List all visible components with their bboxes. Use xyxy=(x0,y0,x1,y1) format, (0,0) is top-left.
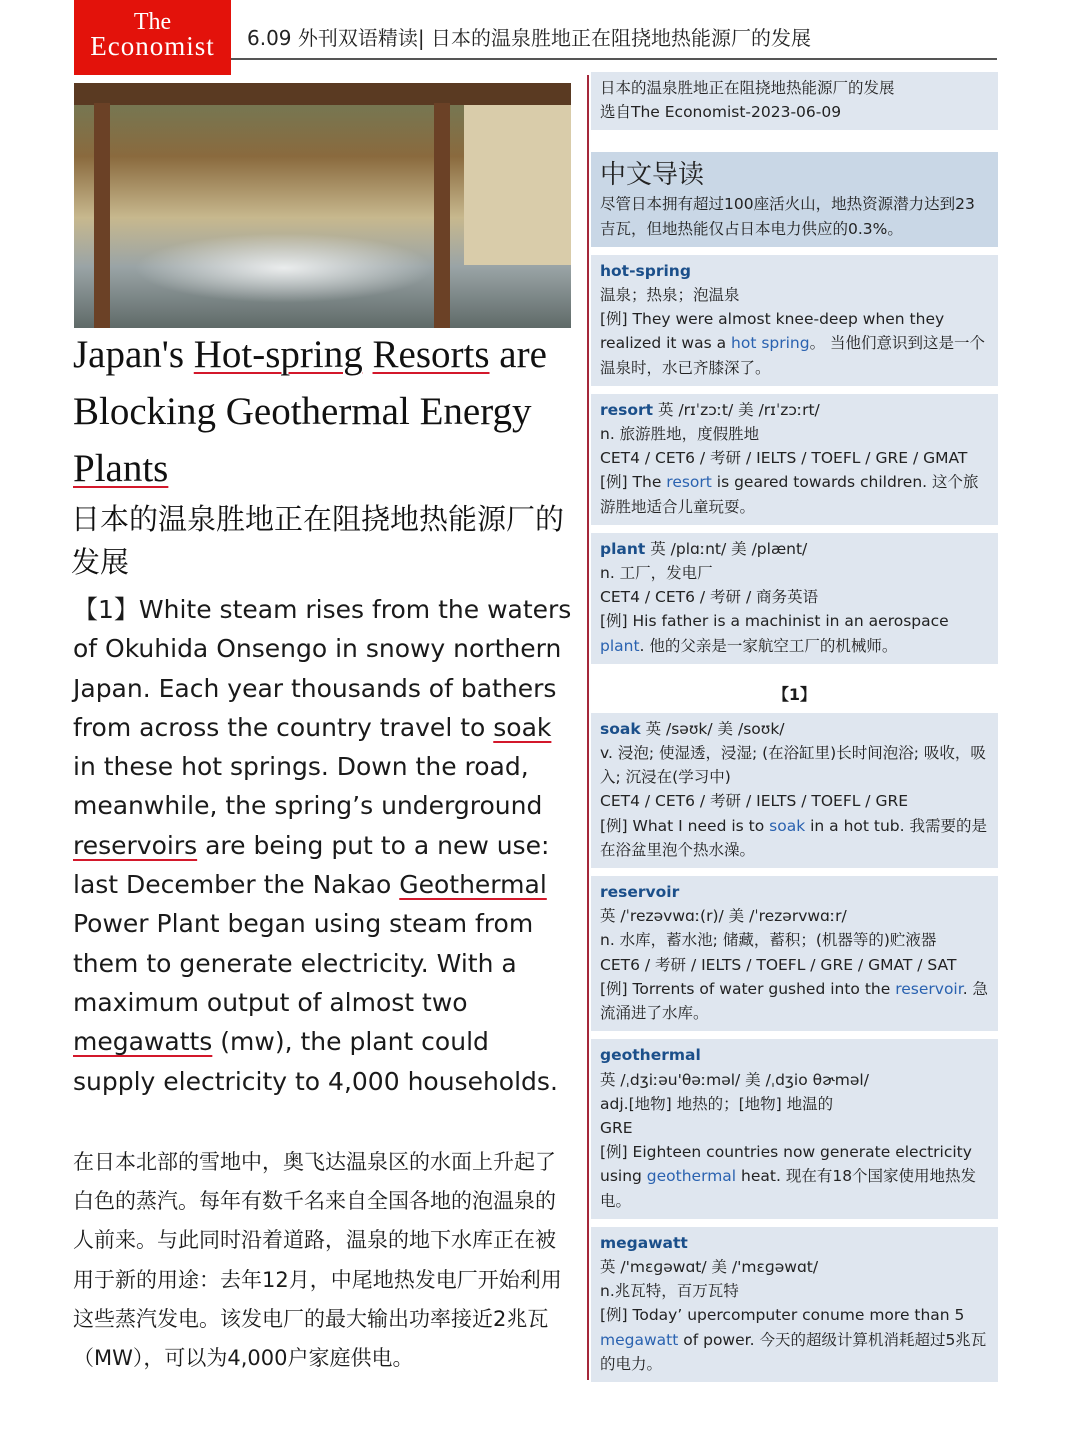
logo-line2: Economist xyxy=(90,31,215,61)
vocab-line: CET4 / CET6 / 考研 / 商务英语 xyxy=(600,588,819,607)
guide-box xyxy=(591,152,998,246)
vocab-card-geothermal xyxy=(591,1039,998,1218)
example-keyword: resort xyxy=(666,473,712,492)
vocab-word: resort xyxy=(600,400,654,419)
vocab-example xyxy=(600,470,989,518)
title-seg xyxy=(363,333,373,376)
vocab-card-soak xyxy=(591,713,998,868)
vocab-headline xyxy=(600,1043,989,1067)
vocab-card-hot-spring xyxy=(591,255,998,386)
example-text: [例] What I need is to xyxy=(600,816,770,835)
article-title-en xyxy=(73,326,573,497)
vocab-example xyxy=(600,814,989,862)
vocab-word: megawatt xyxy=(600,1233,688,1252)
body-keyword: reservoirs xyxy=(73,830,198,860)
vocab-line: 英 /ˈrezəvwɑː(r)/ 美 /ˈrezərvwɑːr/ xyxy=(600,907,847,926)
vocab-card-megawatt xyxy=(591,1227,998,1382)
example-text: [例] His father is a machinist in an aerospace xyxy=(600,612,949,631)
title-seg: are Blocking Geothermal Energy xyxy=(73,333,547,433)
example-text: is geared towards children. 这个旅游胜地适合儿童玩耍。 xyxy=(600,473,979,516)
title-keyword: Plants xyxy=(73,447,169,490)
guide-title: 中文导读 xyxy=(600,160,705,191)
column-divider xyxy=(587,75,589,1380)
example-text: [例] They were almost knee-deep when they realized it was a xyxy=(600,310,945,353)
body-seg: Power Plant began using steam from them to generate electricity. With a maximum output of almost two xyxy=(73,909,534,1017)
vocab-line: 英 /ˌdʒiːəu'θəːməl/ 美 /ˌdʒio θɚməl/ xyxy=(600,1070,869,1089)
vocab-line: CET6 / 考研 / IELTS / TOEFL / GRE / GMAT / SAT xyxy=(600,955,957,974)
vocab-card-resort xyxy=(591,394,998,525)
vocab-phonetic: 英 /plɑːnt/ 美 /plænt/ xyxy=(645,539,808,558)
vocab-headline xyxy=(600,537,989,561)
source-title: 日本的温泉胜地正在阻挠地热能源厂的发展 xyxy=(600,79,895,97)
vocab-line: adj.[地物] 地热的；[地物] 地温的 xyxy=(600,1094,834,1113)
vocab-headline xyxy=(600,1231,989,1255)
vocab-word: geothermal xyxy=(600,1046,701,1065)
vocab-word: plant xyxy=(600,539,646,558)
page-title: 6.09 外刊双语精读| 日本的温泉胜地正在阻挠地热能源厂的发展 xyxy=(247,26,811,50)
example-keyword: megawatt xyxy=(600,1330,679,1349)
vocab-line: CET4 / CET6 / 考研 / IELTS / TOEFL / GRE / GMAT xyxy=(600,449,968,468)
article-body-zh: 在日本北部的雪地中，奥飞达温泉区的水面上升起了白色的蒸汽。每年有数千名来自全国各地的泡温泉的人前来。与此同时沿着道路，温泉的地下水库正在被用于新的用途：去年12月，中尾地热发电厂开始利用这些蒸汽发电。该发电厂的最大输出功率接近2兆瓦（MW），可以为4,000户家庭供电。 xyxy=(73,1150,562,1371)
economist-logo xyxy=(74,0,231,75)
example-text: . 他的父亲是一家航空工厂的机械师。 xyxy=(639,636,898,655)
example-text: . 急流涌进了水库。 xyxy=(600,979,989,1023)
logo-line1: The xyxy=(133,9,172,35)
vocab-word: hot-spring xyxy=(600,261,691,280)
example-keyword: soak xyxy=(769,816,806,835)
vocab-word: soak xyxy=(600,719,641,738)
title-keyword: Resorts xyxy=(372,333,490,376)
vocab-line: n. 水库，蓄水池; 储藏，蓄积；(机器等的)贮液器 xyxy=(600,931,937,950)
body-seg: (mw), the plant could supply electricity to 4,000 households. xyxy=(73,1027,558,1096)
vocab-line: n.兆瓦特，百万瓦特 xyxy=(600,1282,739,1301)
vocab-card-plant xyxy=(591,533,998,664)
vocab-example xyxy=(600,1303,989,1376)
guide-text: 尽管日本拥有超过100座活火山，地热资源潜力达到23吉瓦，但地热能仅占日本电力供应的0.3%。 xyxy=(600,195,975,238)
vocab-line: v. 浸泡; 使湿透，浸湿; (在浴缸里)长时间泡浴; 吸收，吸入; 沉浸在(学习中) xyxy=(600,744,986,787)
example-text: 。 当他们意识到这是一个温泉时，水已齐膝深了。 xyxy=(600,334,986,377)
vocab-line: GRE xyxy=(600,1118,633,1137)
title-keyword: Hot-spring xyxy=(193,333,363,376)
vocab-sidebar xyxy=(591,72,998,1390)
example-keyword: geothermal xyxy=(646,1167,737,1186)
vocab-headline xyxy=(600,717,989,741)
example-text: [例] Today’ upercomputer conume more than 5 xyxy=(600,1306,965,1325)
example-text: [例] Torrents of water gushed into the xyxy=(600,979,896,998)
example-text: [例] The xyxy=(600,473,667,492)
hot-spring-photo xyxy=(74,83,571,328)
source-box xyxy=(591,72,998,130)
vocab-phonetic: 英 /rɪˈzɔːt/ 美 /rɪˈzɔːrt/ xyxy=(653,400,820,419)
vocab-headline xyxy=(600,880,989,904)
vocab-line: n. 旅游胜地，度假胜地 xyxy=(600,425,760,444)
vocab-example xyxy=(600,609,989,657)
vocab-phonetic: 英 /səʊk/ 美 /soʊk/ xyxy=(640,719,785,738)
article-title-zh: 日本的温泉胜地正在阻挠地热能源厂的发展 xyxy=(71,502,565,579)
example-text: heat. 现在有18个国家使用地热发电。 xyxy=(600,1167,977,1210)
example-text: in a hot tub. 我需要的是在浴盆里泡个热水澡。 xyxy=(600,816,988,859)
vocab-line: 温泉；热泉；泡温泉 xyxy=(600,286,740,305)
vocab-line: CET4 / CET6 / 考研 / IELTS / TOEFL / GRE xyxy=(600,792,909,811)
vocab-line: 英 /'mɛɡəwɑt/ 美 /'mɛɡəwɑt/ xyxy=(600,1257,819,1276)
example-keyword: reservoir xyxy=(895,979,963,998)
example-text: of power. 今天的超级计算机消耗超过5兆瓦的电力。 xyxy=(600,1330,987,1373)
body-keyword: megawatts xyxy=(73,1027,213,1057)
vocab-headline xyxy=(600,259,989,283)
body-keyword: soak xyxy=(493,712,552,742)
vocab-example xyxy=(600,977,989,1025)
vocab-line: n. 工厂，发电厂 xyxy=(600,564,713,583)
vocab-word: reservoir xyxy=(600,883,680,902)
article-body-en xyxy=(73,590,578,1101)
body-seg: are being put to a new use: last December the Nakao xyxy=(73,830,550,900)
body-seg: in these hot springs. Down the road, meanwhile, the spring’s underground xyxy=(73,752,543,821)
vocab-card-reservoir xyxy=(591,876,998,1031)
header-divider xyxy=(231,58,997,60)
source-date: 选自The Economist-2023-06-09 xyxy=(600,103,842,122)
body-keyword: Geothermal xyxy=(399,870,547,900)
vocab-example xyxy=(600,307,989,380)
vocab-example xyxy=(600,1140,989,1213)
vocab-headline xyxy=(600,398,989,422)
title-seg: Japan's xyxy=(73,333,194,376)
example-keyword: hot spring xyxy=(731,334,810,353)
body-seg: 【1】White steam rises from the waters of Okuhida Onsengo in snowy northern Japan. Each year thousands of bathers from across the country travel to xyxy=(73,595,572,742)
example-text: [例] Eighteen countries now generate electricity using xyxy=(600,1143,972,1186)
paragraph-number: 【1】 xyxy=(772,684,817,704)
example-keyword: plant xyxy=(600,636,640,655)
